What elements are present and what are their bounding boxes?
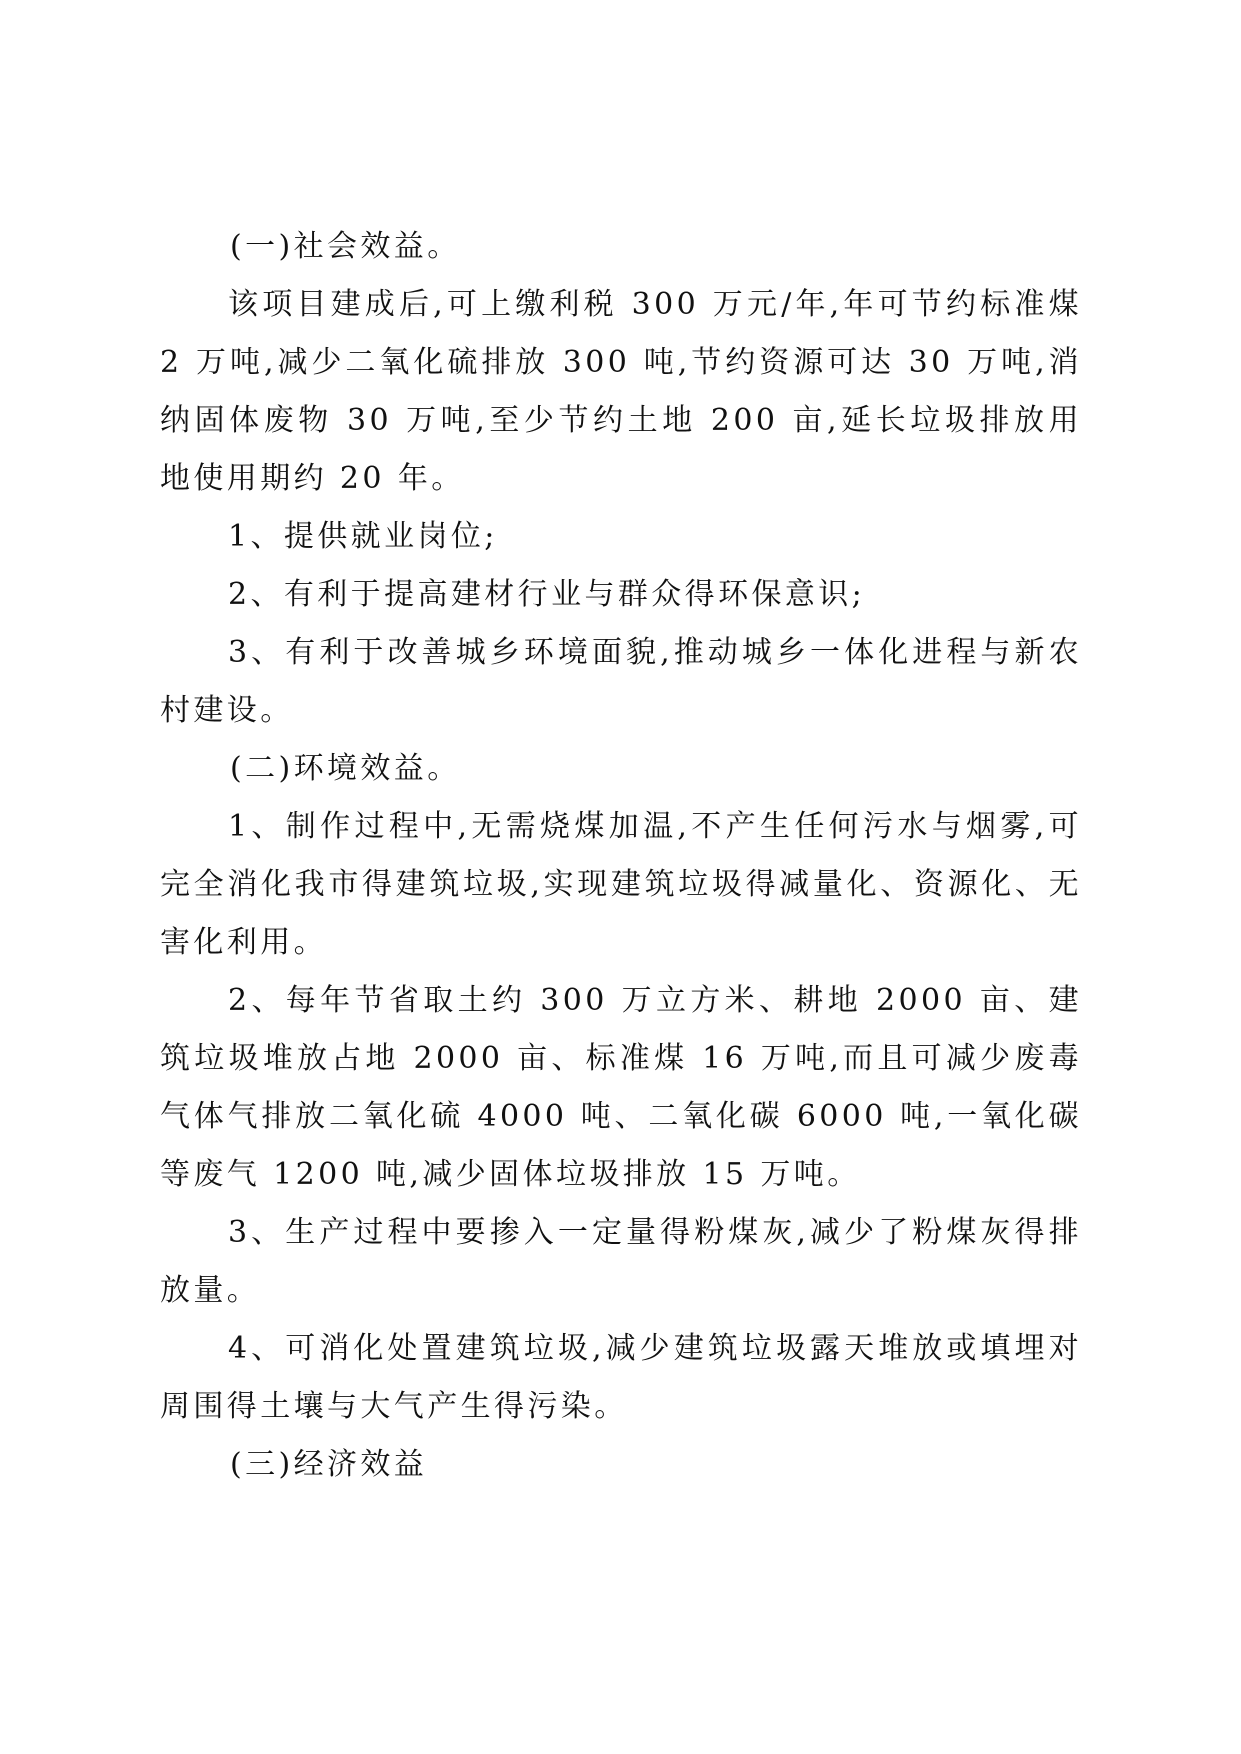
list-item-urban-rural: 3、有利于改善城乡环境面貌,推动城乡一体化进程与新农村建设。 — [160, 635, 1082, 728]
section-heading-economic-benefit: (三)经济效益 — [230, 1447, 428, 1482]
paragraph-project-summary: 该项目建成后,可上缴利税 300 万元/年,年可节约标准煤 2 万吨,减少二氧化硫排放 300 吨,节约资源可达 30 万吨,消纳固体废物 30 万吨,至少节约土地 200 亩,延长垃圾排放用地使用期约 20 年。 — [160, 287, 1082, 496]
list-item-environmental-awareness: 2、有利于提高建材行业与群众得环保意识; — [228, 577, 866, 612]
list-item-pollution-reduction: 4、可消化处置建筑垃圾,减少建筑垃圾露天堆放或填埋对周围得土壤与大气产生得污染。 — [160, 1331, 1082, 1424]
section-heading-environmental-benefit: (二)环境效益。 — [230, 751, 461, 786]
list-item-production-process: 1、制作过程中,无需烧煤加温,不产生任何污水与烟雾,可完全消化我市得建筑垃圾,实现建筑垃圾得减量化、资源化、无害化利用。 — [160, 809, 1082, 960]
list-item-annual-savings: 2、每年节省取土约 300 万立方米、耕地 2000 亩、建筑垃圾堆放占地 2000 亩、标准煤 16 万吨,而且可减少废毒气体气排放二氧化硫 4000 吨、二氧化碳 6000 吨,一氧化碳等废气 1200 吨,减少固体垃圾排放 15 万吨。 — [160, 983, 1082, 1192]
list-item-fly-ash: 3、生产过程中要掺入一定量得粉煤灰,减少了粉煤灰得排放量。 — [160, 1215, 1082, 1308]
document-page — [160, 218, 1082, 1494]
list-item-employment: 1、提供就业岗位; — [228, 519, 498, 554]
section-heading-social-benefit: (一)社会效益。 — [230, 229, 461, 264]
